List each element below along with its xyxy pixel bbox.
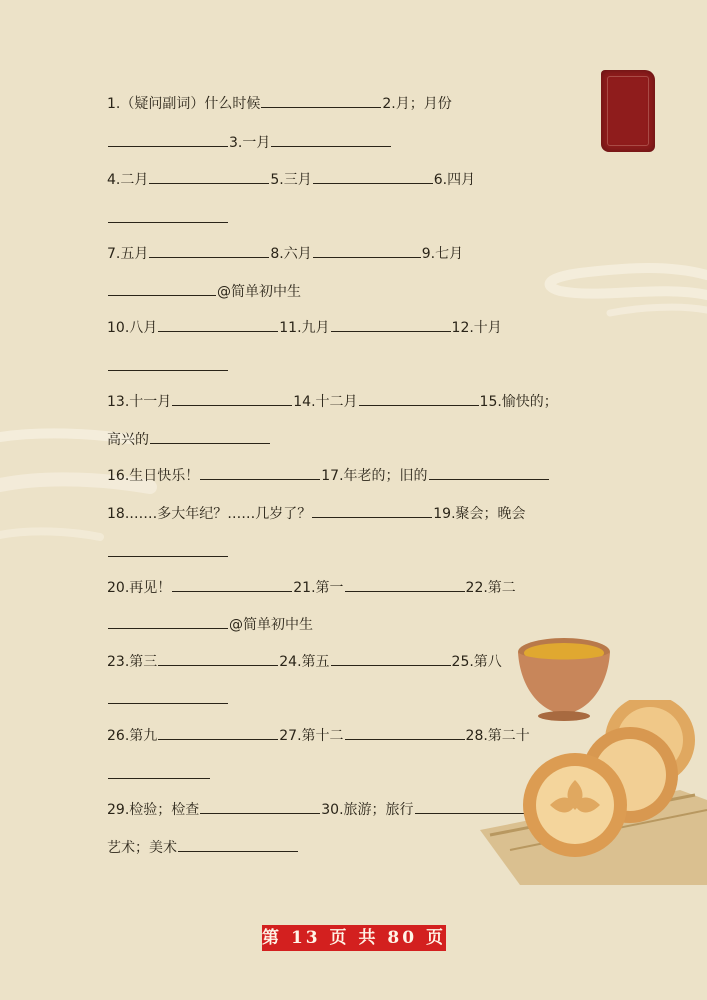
answer-blank[interactable]: [150, 430, 270, 444]
answer-blank[interactable]: [108, 357, 228, 371]
vocab-prompt: 25.第八: [451, 654, 502, 670]
answer-blank[interactable]: [200, 466, 320, 480]
vocab-prompt: 1.（疑问副词）什么时候: [107, 96, 261, 112]
vocab-prompt: 24.第五: [279, 654, 330, 670]
answer-blank[interactable]: [261, 94, 381, 108]
worksheet-line: [107, 466, 550, 485]
vocab-prompt: 9.七月: [421, 246, 464, 262]
vocab-prompt: 10.八月: [107, 320, 158, 336]
answer-blank[interactable]: [313, 244, 421, 258]
answer-blank[interactable]: [149, 170, 269, 184]
answer-blank[interactable]: [108, 543, 228, 557]
worksheet-line: [107, 209, 229, 228]
mooncakes-illustration: [480, 700, 707, 885]
vocab-prompt: 8.六月: [270, 246, 312, 262]
worksheet-line: [107, 282, 301, 301]
answer-blank[interactable]: [359, 392, 479, 406]
vocab-prompt: 6.四月: [433, 172, 476, 188]
vocab-prompt: 22.第二: [465, 580, 516, 596]
answer-blank[interactable]: [108, 133, 228, 147]
vocab-prompt: 4.二月: [107, 172, 149, 188]
red-seal-decoration: [601, 70, 655, 152]
answer-blank[interactable]: [108, 282, 216, 296]
vocab-prompt: 艺术；美术: [107, 840, 177, 856]
answer-blank[interactable]: [331, 652, 451, 666]
worksheet-line: [107, 133, 392, 152]
answer-blank[interactable]: [271, 133, 391, 147]
vocab-prompt: 15.愉快的；: [479, 394, 558, 410]
vocab-prompt: 7.五月: [107, 246, 149, 262]
vocab-prompt: 18.……多大年纪？……几岁了？: [107, 506, 312, 522]
worksheet-line: [107, 726, 530, 745]
vocab-prompt: 28.第二十: [465, 728, 530, 744]
answer-blank[interactable]: [345, 578, 465, 592]
answer-blank[interactable]: [312, 504, 432, 518]
worksheet-line: [107, 838, 299, 857]
vocab-prompt: 17.年老的；旧的: [321, 468, 428, 484]
vocab-prompt: 高兴的: [107, 432, 149, 448]
answer-blank[interactable]: [158, 318, 278, 332]
worksheet-line: [107, 244, 463, 263]
watermark-text: @简单初中生: [229, 617, 313, 633]
vocab-prompt: 20.再见！: [107, 580, 172, 596]
cloud-swirl-right: [520, 255, 707, 335]
vocab-prompt: 5.三月: [270, 172, 312, 188]
vocab-prompt: 14.十二月: [293, 394, 358, 410]
worksheet-line: [107, 318, 502, 337]
worksheet-line: [107, 94, 452, 113]
answer-blank[interactable]: [313, 170, 433, 184]
answer-blank[interactable]: [158, 726, 278, 740]
answer-blank[interactable]: [172, 392, 292, 406]
worksheet-line: [107, 430, 271, 449]
answer-blank[interactable]: [178, 838, 298, 852]
watermark-text: @简单初中生: [217, 284, 301, 300]
vocab-prompt: 11.九月: [279, 320, 330, 336]
worksheet-line: [107, 170, 475, 189]
worksheet-line: [107, 578, 516, 597]
vocab-prompt: 26.第九: [107, 728, 158, 744]
answer-blank[interactable]: [331, 318, 451, 332]
worksheet-line: [107, 690, 229, 709]
answer-blank[interactable]: [108, 615, 228, 629]
answer-blank[interactable]: [158, 652, 278, 666]
vocab-prompt: 13.十一月: [107, 394, 172, 410]
vocab-prompt: 19.聚会；晚会: [433, 506, 526, 522]
answer-blank[interactable]: [108, 209, 228, 223]
page-number-badge: 第 13 页 共 80 页: [262, 925, 446, 951]
worksheet-line: [107, 392, 558, 411]
vocab-prompt: 16.生日快乐！: [107, 468, 200, 484]
answer-blank[interactable]: [108, 765, 210, 779]
answer-blank[interactable]: [345, 726, 465, 740]
vocab-prompt: 29.检验；检查: [107, 802, 200, 818]
answer-blank[interactable]: [429, 466, 549, 480]
answer-blank[interactable]: [172, 578, 292, 592]
worksheet-line: [107, 652, 502, 671]
vocab-prompt: 30.旅游；旅行: [321, 802, 414, 818]
worksheet-line: [107, 504, 526, 523]
vocab-prompt: 2.月；月份: [382, 96, 452, 112]
vocab-prompt: 23.第三: [107, 654, 158, 670]
vocab-prompt: 3.一月: [229, 135, 271, 151]
answer-blank[interactable]: [149, 244, 269, 258]
vocab-prompt: 12.十月: [451, 320, 502, 336]
worksheet-line: [107, 615, 313, 634]
worksheet-line: [107, 357, 229, 376]
worksheet-line: [107, 543, 229, 562]
answer-blank[interactable]: [200, 800, 320, 814]
vocab-prompt: 27.第十二: [279, 728, 344, 744]
vocab-prompt: 21.第一: [293, 580, 344, 596]
worksheet-line: [107, 765, 211, 784]
answer-blank[interactable]: [108, 690, 228, 704]
